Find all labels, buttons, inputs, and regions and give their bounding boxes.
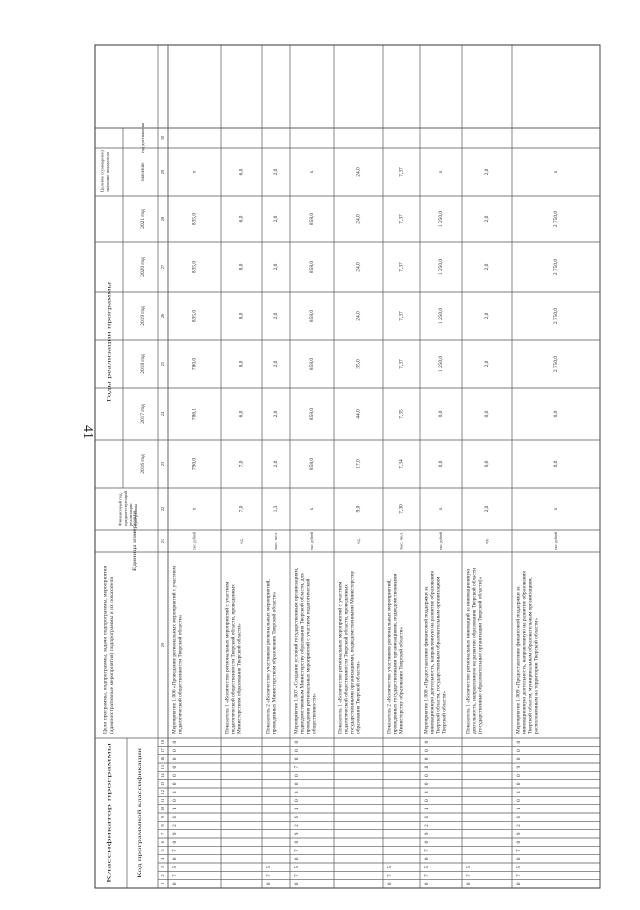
column-number: 11 [159, 798, 165, 803]
column-number: 7 [159, 832, 165, 835]
header-target-year: год достижения [140, 122, 146, 154]
row-8-code-digit: 0 [517, 749, 523, 752]
row-8-unit: тыс. рублей [553, 528, 559, 550]
row-5-name [385, 573, 404, 734]
row-6-code-digit: 0 [425, 782, 431, 786]
row-5-code-digit: 5 [388, 865, 394, 869]
row-3-code-digit: 1 [295, 807, 301, 811]
row-3-code-digit: 7 [295, 849, 301, 852]
row-4-name [336, 571, 361, 734]
column-number: 15 [159, 765, 165, 770]
row-3-code-digit: 0 [295, 799, 301, 802]
row-4-finance: 9,0 [355, 505, 362, 513]
row-2-year-4: 2,0 [273, 263, 280, 271]
row-4-year-2: 35,0 [355, 359, 362, 369]
row-0-code-digit: 9 [173, 832, 179, 836]
row-4-year-5: 24,0 [355, 214, 362, 224]
row-5-year-1: 7,35 [398, 409, 405, 419]
column-number: 2 [159, 874, 165, 877]
row-8-code-digit: 2 [517, 824, 523, 827]
row-7-year-2: 2,0 [484, 360, 491, 368]
row-4-year-4: 24,0 [355, 262, 362, 272]
header-target-group [100, 150, 110, 192]
row-5-year-5: 7,37 [398, 214, 405, 224]
text-line: программы [133, 503, 139, 526]
text-line: инновационную деятельность, направленную на развитие образования [429, 571, 436, 734]
row-3-code-digit: 7 [295, 874, 301, 877]
row-2-year-3: 2,0 [273, 312, 280, 320]
row-3-name [292, 567, 317, 734]
row-3-year-3: 858,0 [309, 309, 316, 323]
row-1-unit: ед. [238, 538, 244, 544]
text-line: Целевое (суммарное) [99, 150, 105, 192]
text-line: педагогической общественности Тверской области» [177, 614, 184, 734]
row-7-year-0: 0,0 [484, 460, 491, 468]
row-0-code-digit: 0 [173, 840, 179, 844]
column-number: 28 [159, 216, 165, 222]
row-3-year-1: 858,0 [309, 407, 316, 421]
row-5-target-value: 7,37 [398, 167, 405, 177]
row-0-code-digit: 0 [173, 765, 179, 769]
row-8-code-digit: 0 [517, 857, 523, 861]
row-0-code-digit: 0 [173, 882, 179, 886]
column-number: 17 [159, 748, 165, 753]
text-line: проведения региональных мероприятий с участием педагогической [305, 578, 312, 734]
row-3-code-digit: 0 [295, 857, 301, 861]
row-3-code-digit: 0 [295, 749, 301, 752]
text-line: предшествующий [122, 490, 128, 526]
text-line: Тверской области, муниципальным образовательным организациям, [527, 577, 534, 734]
row-6-year-3: 1 250,0 [438, 307, 445, 325]
text-line: значение показателя [104, 152, 110, 192]
row-8-target-value: x [553, 170, 560, 174]
page-number: 41 [80, 425, 95, 439]
text-line: (государственные образовательные организации Тверской области)» [477, 576, 484, 734]
header-classification-sub: Код программной классификации [138, 806, 144, 878]
column-number: 14 [159, 773, 165, 778]
column-number: 23 [159, 461, 165, 467]
row-0-code-digit: 0 [173, 740, 179, 744]
row-0-code-digit: 0 [173, 799, 179, 802]
text-line: Тверской области, государственным образовательным организациям [435, 576, 442, 734]
row-8-name [514, 571, 539, 734]
row-0-year-1: 786,1 [191, 407, 198, 421]
row-0-code-digit: 0 [173, 757, 179, 761]
row-2-name [264, 579, 277, 734]
row-8-code-digit: 0 [517, 840, 523, 844]
table-grid [95, 45, 600, 888]
row-6-code-digit: 0 [425, 799, 431, 802]
row-3-target-value: x [309, 170, 316, 174]
text-line: Показатель 2 «Количество участников региональных мероприятий, [265, 579, 272, 734]
row-1-name [223, 581, 242, 734]
text-line: инновационную деятельность, направленную на развитие образования [521, 571, 528, 734]
row-0-year-2: 780,0 [191, 357, 198, 371]
row-8-code-digit: 0 [517, 774, 523, 777]
header-year-0: 2016 год [140, 454, 147, 474]
row-1-year-0: 7,0 [238, 460, 245, 468]
row-6-code-digit: 7 [425, 874, 431, 877]
column-number: 16 [159, 756, 165, 761]
row-6-code-digit: 0 [425, 757, 431, 761]
row-2-year-2: 2,0 [273, 360, 280, 368]
row-7-target-value: 2,0 [484, 168, 491, 176]
row-3-code-digit: 2 [295, 824, 301, 827]
text-line: Министерству образования Тверской области» [398, 626, 405, 734]
text-line: Мероприятие 1.009 «Предоставление финансовой поддержки за [515, 586, 522, 734]
row-2-code-digit: 7 [267, 874, 273, 877]
header-year-4: 2020 год [140, 257, 147, 277]
row-6-code-digit: 8 [425, 765, 431, 769]
table-frame [95, 45, 600, 888]
text-line: образования Тверской области» [355, 661, 362, 734]
row-2-unit: тыс. чел. [273, 533, 279, 550]
row-7-year-1: 0,0 [484, 410, 491, 418]
row-6-year-5: 1 250,0 [438, 210, 445, 228]
row-0-code-digit: 7 [173, 849, 179, 852]
row-3-code-digit: 0 [295, 782, 301, 786]
row-2-target-value: 2,0 [273, 168, 280, 176]
row-3-code-digit: 0 [295, 757, 301, 761]
column-number: 25 [159, 361, 165, 367]
text-line: Мероприятие 1.006 «Проведение региональных мероприятий с участием [171, 566, 178, 734]
row-1-year-5: 6,0 [238, 215, 245, 223]
row-2-code-digit: 0 [267, 882, 273, 886]
row-6-code-digit: 2 [425, 824, 431, 827]
column-number: 1 [159, 882, 165, 885]
row-6-code-digit: 0 [425, 740, 431, 744]
row-6-code-digit: 6 [425, 815, 431, 819]
row-3-code-digit: 0 [295, 882, 301, 886]
text-line: проведенных Министерством образования Тверской области» [271, 591, 278, 734]
text-line: реализации [127, 503, 133, 526]
row-8-code-digit: 1 [517, 790, 523, 794]
row-5-year-2: 7,37 [398, 359, 405, 369]
row-5-year-4: 7,37 [398, 262, 405, 272]
row-0-code-digit: 7 [173, 874, 179, 877]
row-6-year-0: 0,0 [438, 460, 445, 468]
row-6-code-digit: 9 [425, 832, 431, 836]
row-5-code-digit: 7 [388, 874, 394, 877]
text-line: Цели программы, подпрограммы, задачи подпрограммы, мероприятия [102, 565, 109, 734]
column-number: 8 [159, 824, 165, 827]
row-3-code-digit: 7 [295, 765, 301, 769]
row-3-code-digit: 1 [295, 790, 301, 794]
row-1-target-value: 6,0 [238, 168, 245, 176]
row-6-code-digit: 0 [425, 749, 431, 752]
row-7-name [464, 568, 483, 734]
column-number: 5 [159, 849, 165, 852]
row-6-code-digit: 1 [425, 790, 431, 794]
row-4-unit: ед. [355, 538, 361, 544]
text-line: педагогической общественности Тверской области, проведенных [343, 584, 350, 734]
row-8-code-digit: 5 [517, 865, 523, 869]
row-6-year-2: 1 250,0 [438, 355, 445, 373]
row-0-year-0: 790,0 [191, 457, 198, 471]
text-line: Мероприятие 1.007 «Создание условий государственным организациям, [293, 567, 300, 734]
column-number: 18 [159, 740, 165, 745]
row-3-code-digit: 0 [295, 740, 301, 744]
row-2-year-1: 2,0 [273, 410, 280, 418]
column-number: 13 [159, 781, 165, 786]
column-number: 20 [159, 642, 165, 648]
header-year-5: 2021 год [140, 209, 147, 229]
row-6-code-digit: 0 [425, 840, 431, 844]
row-0-code-digit: 1 [173, 807, 179, 811]
text-line: Тверской области» [441, 690, 448, 734]
text-line: Мероприятие 1.008 «Предоставление финансовой поддержки за [423, 586, 430, 734]
row-1-year-1: 6,0 [238, 410, 245, 418]
row-2-finance: 1,3 [273, 505, 280, 513]
header-year-1: 2017 год [140, 404, 147, 424]
header-year-2: 2018 год [140, 354, 147, 374]
row-4-target-value: 24,0 [355, 167, 362, 177]
row-1-year-3: 8,0 [238, 312, 245, 320]
row-6-code-digit: 0 [425, 857, 431, 861]
row-0-unit: тыс. рублей [191, 528, 197, 550]
text-line: Показатель 1 «Количество региональных мероприятий с участием [337, 581, 344, 734]
column-number: 30 [159, 135, 165, 141]
row-8-year-2: 2 750,0 [553, 355, 560, 373]
row-7-unit: ед. [484, 538, 490, 544]
row-1-year-2: 8,0 [238, 360, 245, 368]
header-target-value: значение [141, 162, 147, 182]
row-3-code-digit: 6 [295, 815, 301, 819]
text-line: расположенным на территории Тверской области» [533, 618, 540, 734]
row-0-year-4: 835,0 [191, 260, 198, 274]
row-8-year-4: 2 750,0 [553, 258, 560, 276]
header-years-group: Годы реализации программы [106, 334, 113, 402]
row-3-year-0: 858,0 [309, 457, 316, 471]
header-target-name [102, 566, 114, 734]
row-8-code-digit: 9 [517, 765, 523, 769]
table-content [100, 123, 560, 885]
column-number: 24 [159, 411, 165, 417]
column-number: 4 [159, 857, 165, 860]
row-3-year-2: 858,0 [309, 357, 316, 371]
column-number: 21 [159, 538, 165, 544]
header-year-3: 2019 год [140, 306, 147, 326]
row-8-code-digit: 6 [517, 815, 523, 819]
row-6-name [422, 571, 447, 734]
row-6-code-digit: 0 [425, 882, 431, 886]
row-6-finance: x [438, 507, 445, 511]
row-2-year-0: 2,0 [273, 460, 280, 468]
row-8-code-digit: 0 [517, 740, 523, 744]
row-0-code-digit: 6 [173, 815, 179, 819]
row-2-code-digit: 5 [267, 865, 273, 869]
row-8-finance: x [553, 507, 560, 511]
header-unit: Единица измерения [133, 530, 139, 571]
row-6-code-digit: 7 [425, 849, 431, 852]
row-0-year-5: 835,0 [191, 212, 198, 226]
row-3-code-digit: 0 [295, 774, 301, 777]
text-line: Показатель 1 «Количество региональных мероприятий с участием [224, 581, 231, 734]
row-8-year-1: 0,0 [553, 410, 560, 418]
column-number: 22 [159, 506, 165, 512]
row-5-finance: 7,30 [398, 504, 405, 514]
row-8-code-digit: 0 [517, 757, 523, 761]
row-0-code-digit: 0 [173, 749, 179, 752]
row-3-year-5: 858,0 [309, 212, 316, 226]
row-0-code-digit: 0 [173, 774, 179, 777]
column-number: 27 [159, 264, 165, 270]
column-number: 6 [159, 841, 165, 844]
row-6-code-digit: 1 [425, 807, 431, 811]
text-line: Показатель 2 «Количество участников региональных мероприятий, [386, 579, 393, 734]
row-0-name [170, 566, 183, 734]
row-1-year-4: 8,0 [238, 263, 245, 271]
row-8-year-3: 2 750,0 [553, 307, 560, 325]
row-4-year-0: 17,0 [355, 459, 362, 469]
row-0-code-digit: 0 [173, 782, 179, 786]
row-5-unit: тыс. чел. [398, 533, 404, 550]
row-1-finance: 7,0 [238, 505, 245, 513]
row-8-code-digit: 7 [517, 849, 523, 852]
row-3-year-4: 858,0 [309, 260, 316, 274]
row-6-code-digit: 5 [425, 865, 431, 869]
text-line: проведенных государственными организациями, подведомственными [392, 573, 399, 734]
text-line: Финансовый год, [117, 492, 123, 526]
column-number: 10 [159, 806, 165, 811]
text-line: педагогической общественности Тверской области, проведенных [230, 584, 237, 734]
row-4-year-3: 24,0 [355, 311, 362, 321]
row-8-code-digit: 0 [517, 882, 523, 886]
text-line: Министерством образования Тверской области» [236, 623, 243, 734]
row-0-code-digit: 1 [173, 790, 179, 794]
row-8-code-digit: 1 [517, 807, 523, 811]
row-0-year-3: 835,0 [191, 309, 198, 323]
row-3-finance: x [309, 507, 316, 511]
text-line: государственными организациями, подведомственными Министерству [349, 570, 356, 734]
row-0-target-value: x [191, 170, 198, 174]
row-7-year-3: 2,0 [484, 312, 491, 320]
row-6-year-1: 0,0 [438, 410, 445, 418]
row-7-finance: 2,0 [484, 505, 491, 513]
header-classification: Классификатор программы [106, 819, 113, 883]
row-2-year-5: 2,0 [273, 215, 280, 223]
row-0-finance: x [191, 507, 198, 511]
row-3-code-digit: 5 [295, 865, 301, 869]
row-0-code-digit: 5 [173, 865, 179, 869]
text-line: общественности» [311, 693, 318, 734]
column-number: 12 [159, 790, 165, 795]
column-number: 26 [159, 313, 165, 319]
row-3-unit: тыс. рублей [309, 528, 315, 550]
row-5-code-digit: 0 [388, 882, 394, 886]
row-7-year-4: 2,0 [484, 263, 491, 271]
row-0-code-digit: 2 [173, 824, 179, 827]
text-line: Показатель 1 «Количество региональных инноваций за инновационную [465, 568, 472, 734]
row-8-code-digit: 9 [517, 832, 523, 836]
text-line: подведомственным Министерству образования Тверской области, для [299, 573, 306, 734]
row-0-code-digit: 0 [173, 857, 179, 861]
row-4-year-1: 44,0 [355, 409, 362, 419]
row-6-unit: тыс. рублей [438, 528, 444, 550]
row-7-code-digit: 7 [467, 874, 473, 877]
row-3-code-digit: 0 [295, 840, 301, 844]
row-5-year-3: 7,37 [398, 311, 405, 321]
header-finance [118, 490, 138, 526]
column-number: 29 [159, 169, 165, 175]
row-3-code-digit: 9 [295, 832, 301, 836]
row-5-year-0: 7,34 [398, 459, 405, 469]
column-number: 3 [159, 866, 165, 869]
row-6-code-digit: 0 [425, 774, 431, 777]
row-8-year-5: 2 750,0 [553, 210, 560, 228]
row-7-year-5: 2,0 [484, 215, 491, 223]
row-8-code-digit: 0 [517, 799, 523, 802]
row-6-target-value: x [438, 170, 445, 174]
column-number: 9 [159, 816, 165, 819]
row-8-code-digit: 7 [517, 874, 523, 877]
row-7-code-digit: 0 [467, 882, 473, 886]
row-8-code-digit: 0 [517, 782, 523, 786]
row-7-code-digit: 5 [467, 865, 473, 869]
row-6-year-4: 1 250,0 [438, 258, 445, 276]
text-line: (административные мероприятия) подпрограммы и их показатели [108, 576, 115, 734]
text-line: деятельность, направленную на развитие образования Тверской области [471, 567, 478, 734]
row-8-year-0: 0,0 [553, 460, 560, 468]
